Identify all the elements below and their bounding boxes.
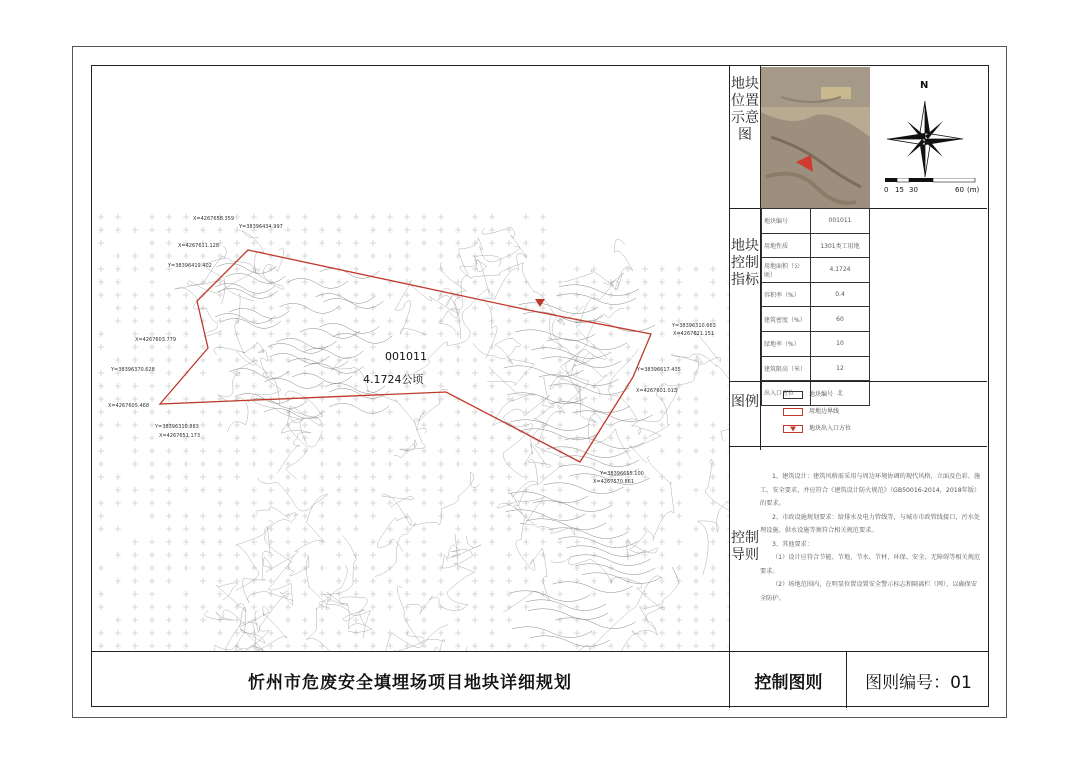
table-row (762, 233, 870, 258)
table-cell: 容积率（%） (762, 282, 811, 307)
table-cell: 0.4 (811, 282, 870, 307)
table-cell: 地块编号 (762, 209, 811, 234)
drawing-number: 图则编号：01 (846, 652, 990, 708)
table-cell: 60 (811, 307, 870, 332)
scale-label: 0 (884, 186, 889, 194)
table-cell: 建筑限高（米） (762, 356, 811, 381)
north-label: N (920, 80, 929, 91)
coord-label: X=4267570.861 (593, 479, 635, 485)
parcel-id-swatch (783, 391, 803, 399)
compass-icon (880, 92, 970, 187)
coord-label: X=4267658.359 (193, 216, 235, 222)
divider (730, 446, 987, 447)
note-text: 2、市政设施规划要求：给排水及电力管线等，与城市市政管线接口，污水处理设施、供水设施等须符合相关规范要求。 (760, 513, 981, 534)
coord-label: Y=38396310.883 (155, 424, 199, 430)
divider (760, 66, 761, 208)
coord-label: Y=38396434.997 (239, 224, 283, 230)
table-cell: 用地面积（公顷） (762, 258, 811, 283)
table-row (762, 356, 870, 381)
guide-title: 控制导则 (731, 530, 759, 563)
scale-label: 30 (909, 186, 918, 194)
legend-label: 用地边界线 (809, 408, 840, 415)
legend-item (783, 389, 833, 401)
legend-label: 地块出入口方位 (809, 425, 852, 432)
scale-label: 60 (955, 186, 964, 194)
coord-label: Y=38396655.100 (600, 471, 644, 477)
coord-label: Y=38396310.663 (672, 323, 716, 329)
coord-label: X=4267605.468 (108, 403, 150, 409)
coord-label: Y=38396370.628 (111, 367, 155, 373)
note-text: （2）场地范围内，在明显位置设置安全警示标志和隔离栏（网），以确保安全防护。 (760, 581, 978, 602)
coord-label: X=4267651.173 (159, 433, 201, 439)
coord-label: Y=38396419.402 (168, 263, 212, 269)
table-cell: 建筑密度（%） (762, 307, 811, 332)
legend-title: 图例 (731, 394, 759, 410)
legend-label: 地块编号 (809, 391, 834, 398)
table-cell: 1301类工用地 (811, 233, 870, 258)
legend-item (783, 406, 839, 418)
location-title: 地块位置示意图 (731, 76, 759, 143)
coord-label: Y=38396617.435 (637, 367, 681, 373)
coord-label: X=4267611.128 (178, 243, 220, 249)
parcel-id-label: 001011 (385, 350, 427, 363)
control-guide-notes (760, 470, 982, 605)
table-cell: 绿地率（%） (762, 331, 811, 356)
table-cell: 001011 (811, 209, 870, 234)
table-cell: 出入口方位 (762, 381, 811, 406)
table-cell: 10 (811, 331, 870, 356)
table-row (762, 258, 870, 283)
title-block (91, 651, 989, 708)
table-row (762, 209, 870, 234)
note-text: （1）设计应符合节能、节地、节水、节材、环保、安全、无障碍等相关规范要求。 (760, 554, 981, 575)
north-arrow (880, 80, 970, 190)
table-cell: 北 (811, 381, 870, 406)
plan-title: 忻州市危废安全填埋场项目地块详细规划 (248, 672, 572, 693)
legend-item (783, 423, 851, 435)
table-row (762, 307, 870, 332)
divider (730, 381, 987, 382)
side-divider (729, 66, 730, 652)
table-cell: 4.1724 (811, 258, 870, 283)
parcel-area-label: 4.1724公顷 (363, 373, 424, 386)
note-text: 1、建筑设计：建筑风格需采用与周边环境协调的现代风格，立面及色彩、施工、安全要求，并应符合《建筑设计防火规范》（GB50016-2014，2018年版）的要求。 (760, 473, 981, 507)
coord-label: X=4267601.013 (636, 388, 678, 394)
table-cell: 用地性质 (762, 233, 811, 258)
control-title: 地块控制指标 (731, 238, 759, 288)
topographic-map[interactable] (93, 67, 729, 651)
entrance-swatch (783, 425, 803, 433)
scale-label: 15 (895, 186, 904, 194)
drawing-type: 控制图则 (729, 652, 847, 708)
indicator-table (761, 208, 870, 406)
scale-bar (880, 175, 980, 205)
note-text: 3、其他要求： (772, 540, 814, 548)
boundary-swatch (783, 408, 803, 416)
scale-label: (m) (967, 186, 980, 194)
table-row (762, 282, 870, 307)
coord-label: X=4267603.779 (135, 337, 177, 343)
table-row (762, 331, 870, 356)
coord-label: X=4267621.151 (673, 331, 715, 337)
location-thumbnail (761, 67, 870, 208)
table-cell: 12 (811, 356, 870, 381)
